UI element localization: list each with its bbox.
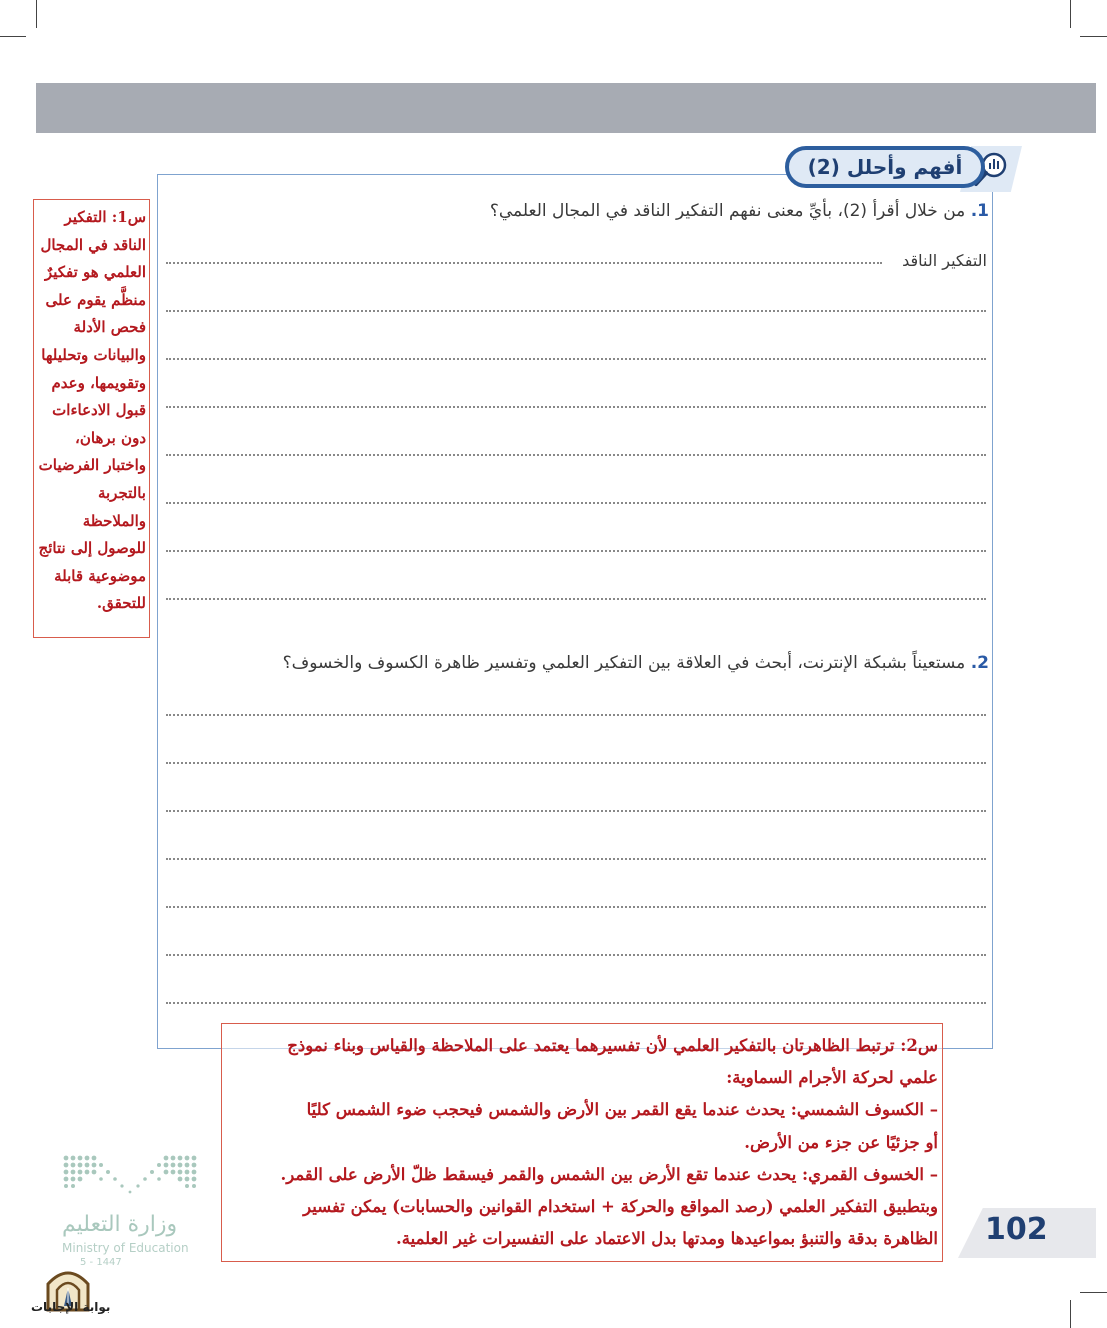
crop-mark	[36, 0, 37, 28]
question-text: من خلال أقرأ (2)، بأيِّ معنى نفهم التفكير الناقد في المجال العلمي؟	[489, 201, 966, 221]
note-line: والبيانات وتحليلها	[41, 345, 146, 364]
note-line: فحص الأدلة	[73, 318, 146, 337]
note-line: علمي لحركة الأجرام السماوية:	[726, 1068, 938, 1088]
header-bar	[36, 83, 1096, 133]
crop-mark	[0, 36, 26, 37]
ministry-name-arabic: وزارة التعليم	[62, 1212, 178, 1237]
crop-mark	[1070, 0, 1071, 28]
question-frame	[157, 174, 993, 1049]
answer-starter: التفكير الناقد	[902, 251, 987, 270]
answer-line[interactable]	[166, 906, 986, 908]
note-line: قبول الادعاءات	[52, 401, 146, 420]
answer-note-1	[33, 199, 150, 638]
note-line: وبتطبيق التفكير العلمي (رصد المواقع والحركة + استخدام القوانين والحسابات) يمكن تفسير	[303, 1197, 938, 1217]
note-line: واختبار الفرضيات	[38, 456, 146, 475]
note-line: بالتجربة	[97, 483, 146, 502]
answer-line[interactable]	[166, 502, 986, 504]
note-line: س2: ترتبط الظاهرتان بالتفكير العلمي لأن تفسيرهما يعتمد على الملاحظة والقياس وبناء نموذج	[287, 1036, 938, 1055]
note-line: والملاحظة	[82, 511, 146, 530]
section-title	[785, 146, 985, 188]
answer-line[interactable]	[166, 310, 986, 312]
note-line: س1: التفكير	[64, 208, 146, 226]
question-text: مستعيناً بشبكة الإنترنت، أبحث في العلاقة بين التفكير العلمي وتفسير ظاهرة الكسوف والخسوف؟	[282, 653, 966, 673]
answer-line[interactable]	[166, 1002, 986, 1004]
answer-line[interactable]	[166, 406, 986, 408]
note-line: دون برهان،	[75, 428, 146, 447]
crop-mark	[1070, 1300, 1071, 1328]
answer-line[interactable]	[166, 858, 986, 860]
answer-line[interactable]	[166, 358, 986, 360]
answer-line[interactable]	[166, 810, 986, 812]
crop-mark	[1080, 1292, 1107, 1293]
question-2	[283, 653, 989, 673]
answer-line[interactable]	[166, 454, 986, 456]
answer-line[interactable]	[166, 550, 986, 552]
note-line: – الخسوف القمري: يحدث عندما تقع الأرض بين الشمس والقمر فيسقط ظلّ الأرض على القمر.	[280, 1164, 938, 1184]
ministry-year: 5 - 1447	[80, 1257, 122, 1268]
note-line: الظاهرة بدقة والتنبؤ بمواعيدها ومدتها بدل الاعتماد على التفسيرات غير العلمية.	[396, 1229, 938, 1249]
answer-line[interactable]	[166, 598, 986, 600]
ministry-logo-icon	[60, 1152, 200, 1198]
crop-mark	[1080, 36, 1107, 37]
answer-line[interactable]	[166, 714, 986, 716]
question-1	[490, 201, 989, 221]
watermark-label: بوابة الإجابات	[31, 1300, 111, 1314]
note-line: – الكسوف الشمسي: يحدث عندما يقع القمر بين الأرض والشمس فيحجب ضوء الشمس كليًا	[306, 1100, 938, 1120]
note-line: موضوعية قابلة	[54, 566, 146, 585]
answer-line[interactable]	[166, 262, 882, 264]
section-title-text: أفهم وأحلل (2)	[807, 155, 963, 179]
note-line: أو جزئيًا عن جزء من الأرض.	[744, 1132, 938, 1152]
answer-line[interactable]	[166, 954, 986, 956]
ministry-name-english: Ministry of Education	[62, 1241, 189, 1255]
note-line: للتحقق.	[96, 594, 146, 613]
question-number: 1.	[970, 201, 989, 221]
note-line: للوصول إلى نتائج	[38, 539, 146, 558]
note-line: منظَّم يقوم على	[45, 290, 146, 309]
answer-line[interactable]	[166, 762, 986, 764]
page-number: 102	[985, 1212, 1048, 1247]
question-number: 2.	[970, 653, 989, 673]
note-line: العلمي هو تفكيرٌ	[44, 263, 146, 282]
note-line: الناقد في المجال	[40, 235, 146, 254]
note-line: وتقويمها، وعدم	[51, 373, 146, 392]
answer-note-2	[221, 1023, 943, 1262]
